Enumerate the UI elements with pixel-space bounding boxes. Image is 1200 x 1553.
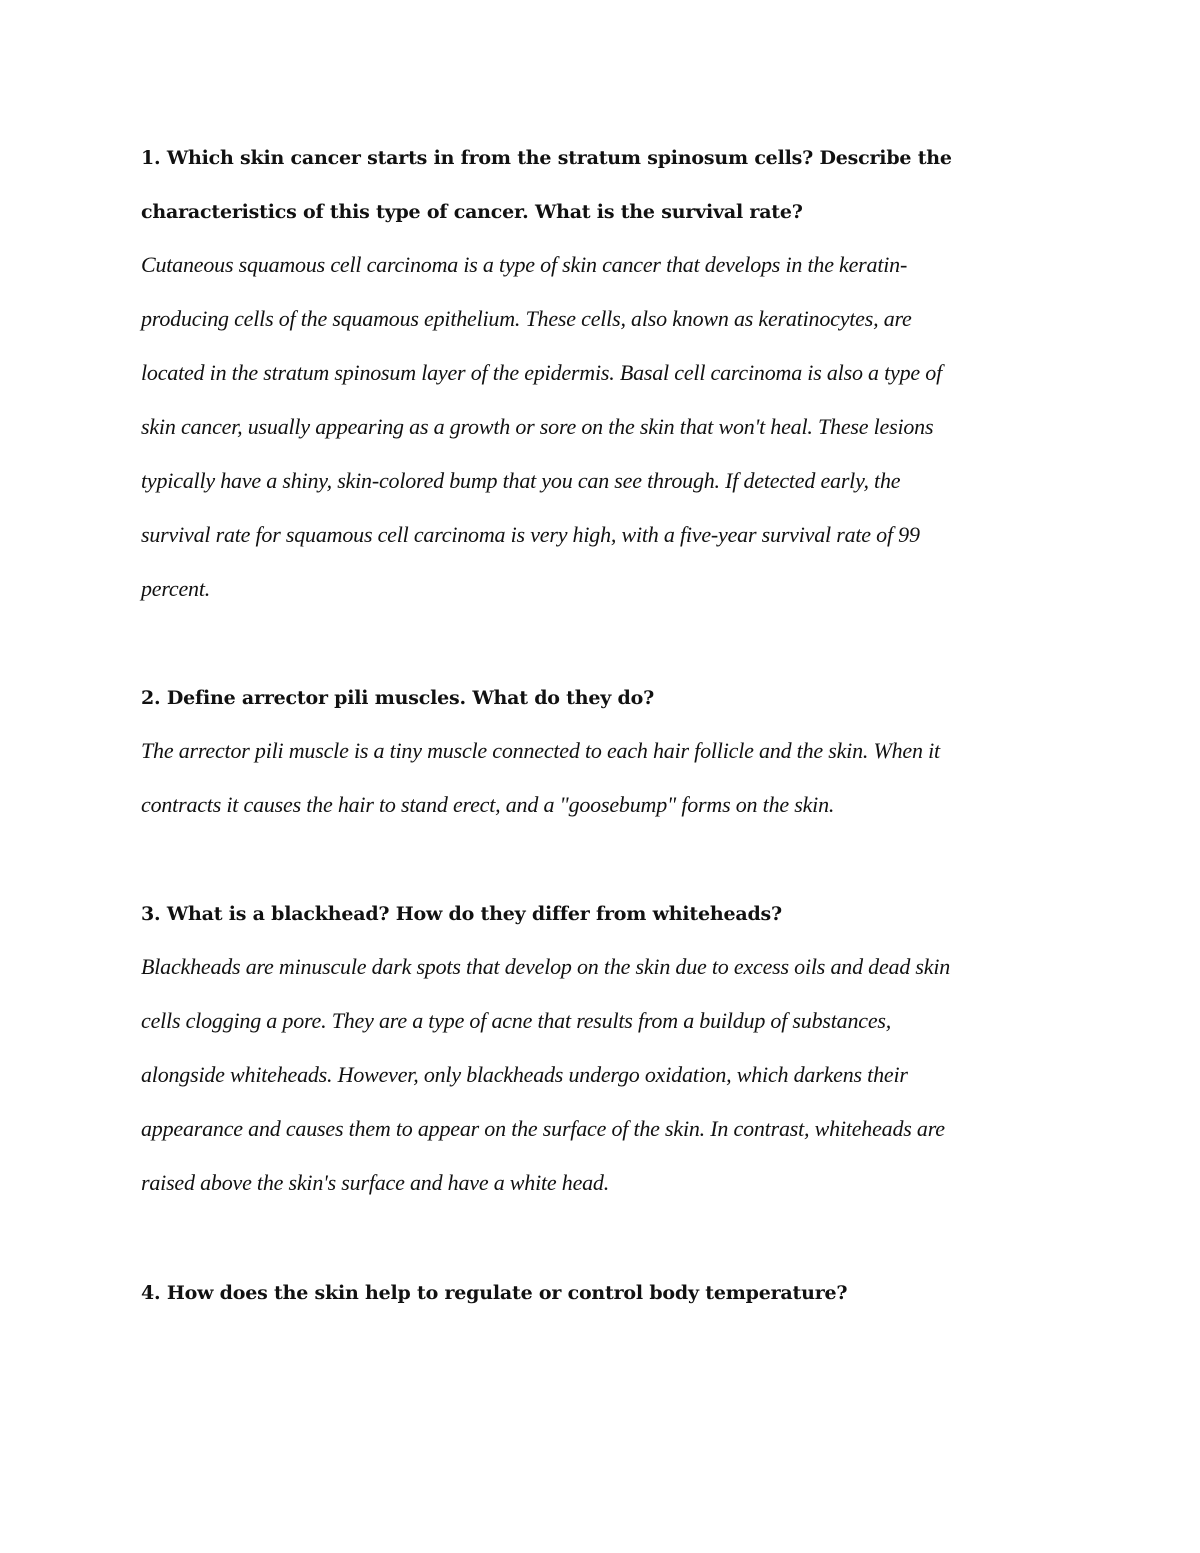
question-4-line-1: 4. How does the skin help to regulate or control body temperature? xyxy=(141,1282,848,1304)
question-3-line-1: 3. What is a blackhead? How do they differ from whiteheads? xyxy=(141,903,782,925)
question-1-line-2: characteristics of this type of cancer. What is the survival rate? xyxy=(141,201,803,223)
answer-3-line-3: alongside whiteheads. However, only blackheads undergo oxidation, which darkens their xyxy=(141,1062,908,1087)
answer-3-line-1: Blackheads are minuscule dark spots that develop on the skin due to excess oils and dead skin xyxy=(141,954,951,979)
answer-1-line-1: Cutaneous squamous cell carcinoma is a type of skin cancer that develops in the keratin- xyxy=(141,252,908,277)
question-1-line-1: 1. Which skin cancer starts in from the stratum spinosum cells? Describe the xyxy=(141,147,952,169)
answer-1-line-3: located in the stratum spinosum layer of the epidermis. Basal cell carcinoma is also a type of xyxy=(141,360,943,385)
answer-1-line-5: typically have a shiny, skin-colored bump that you can see through. If detected early, the xyxy=(141,468,901,493)
answer-3-line-4: appearance and causes them to appear on the surface of the skin. In contrast, whiteheads are xyxy=(141,1116,945,1141)
answer-1-line-6: survival rate for squamous cell carcinoma is very high, with a five-year survival rate of 99 xyxy=(141,522,920,547)
answer-3-line-5: raised above the skin's surface and have a white head. xyxy=(141,1170,610,1195)
answer-1-line-2: producing cells of the squamous epithelium. These cells, also known as keratinocytes, are xyxy=(141,306,912,331)
question-2-line-1: 2. Define arrector pili muscles. What do they do? xyxy=(141,687,655,709)
answer-2-line-1: The arrector pili muscle is a tiny muscle connected to each hair follicle and the skin. When it xyxy=(141,738,940,763)
answer-1-line-4: skin cancer, usually appearing as a growth or sore on the skin that won't heal. These lesions xyxy=(141,414,934,439)
answer-1-line-7: percent. xyxy=(141,576,211,601)
answer-3-line-2: cells clogging a pore. They are a type of acne that results from a buildup of substances, xyxy=(141,1008,892,1033)
answer-2-line-2: contracts it causes the hair to stand erect, and a "goosebump" forms on the skin. xyxy=(141,792,835,817)
